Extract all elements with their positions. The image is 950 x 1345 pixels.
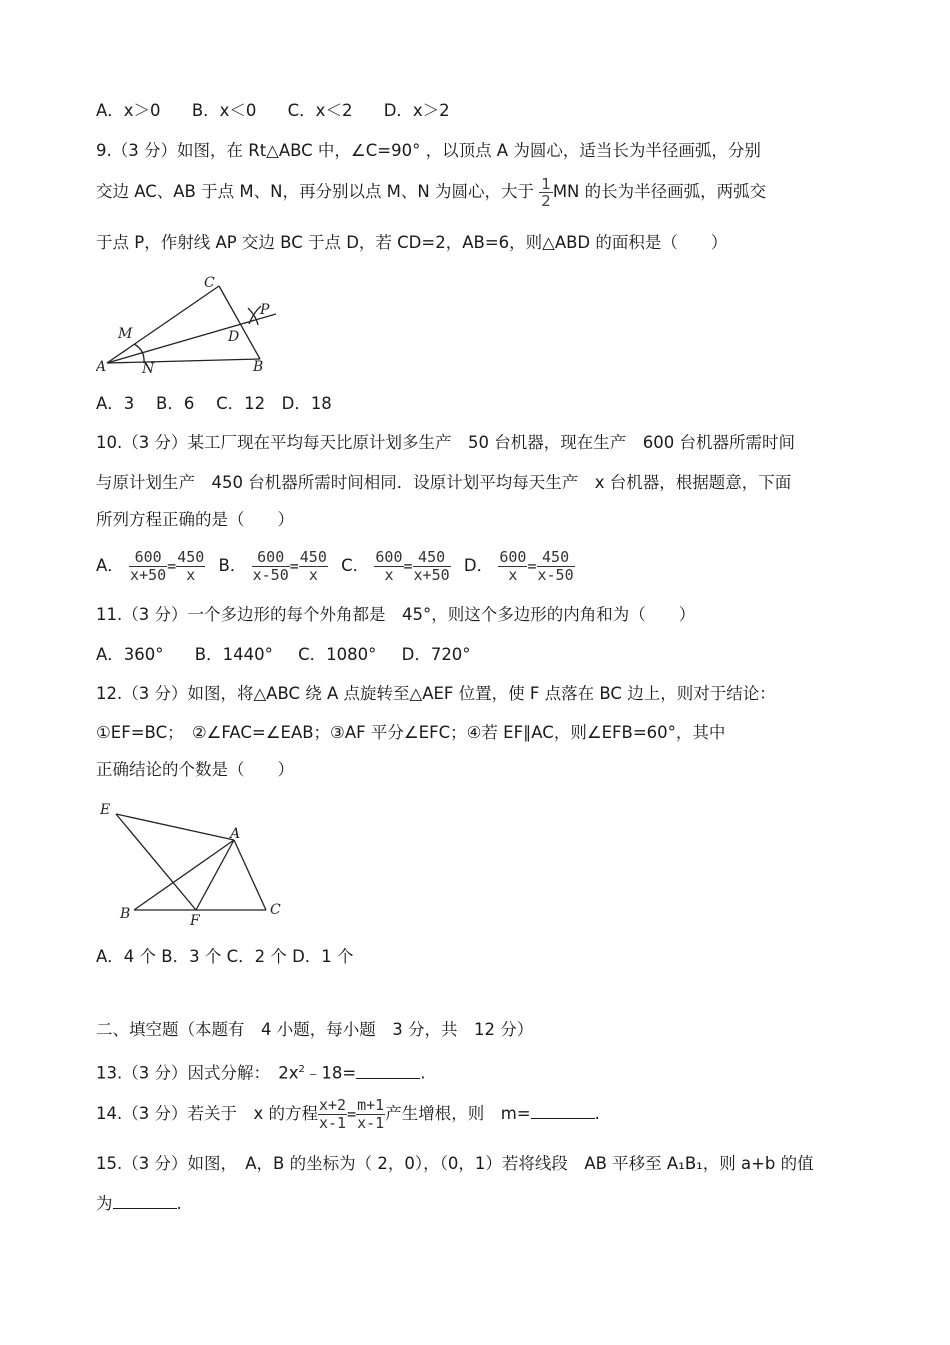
one-half-fraction [539, 176, 553, 209]
q10-option-c [341, 548, 456, 584]
q13-text: 13.（3 分）因式分解： 2x [96, 1063, 299, 1083]
q9-line-3: 于点 P，作射线 AP 交边 BC 于点 D，若 CD=2，AB=6，则△ABD 的面积是（ ） [96, 233, 728, 252]
equals-sign: = [347, 1105, 357, 1123]
fraction [176, 549, 205, 584]
q9-line-2a: 交边 AC、AB 于点 M、N，再分别以点 M、N 为圆心，大于 [96, 182, 535, 201]
fraction [129, 549, 167, 584]
option-label: D． [463, 556, 494, 575]
q11-option-c: C．1080° [298, 645, 377, 664]
period: . [176, 1194, 182, 1213]
q8-option-c: C．x＜2 [287, 101, 353, 120]
denominator: x-50 [252, 566, 289, 584]
q11-options [96, 644, 471, 666]
q9-line-2b: MN 的长为半径画弧，两弧交 [552, 182, 767, 201]
numerator: 450 [299, 548, 327, 566]
numerator: 600 [499, 548, 527, 566]
label-c: C [270, 902, 281, 918]
q9-line-2 [96, 176, 766, 209]
q11-option-b: B．1440° [194, 645, 273, 664]
q15-text: 为 [96, 1194, 113, 1213]
fraction [299, 549, 328, 584]
q9-figure [96, 270, 286, 380]
denominator: x-1 [357, 1114, 385, 1132]
q15-line-2 [96, 1193, 182, 1215]
equals-sign: = [403, 557, 413, 575]
numerator: 450 [177, 548, 205, 566]
exponent: 2 [298, 1064, 305, 1075]
denominator: x-1 [319, 1114, 347, 1132]
equals-sign: = [289, 557, 299, 575]
fraction [498, 549, 527, 584]
numerator: 450 [537, 549, 575, 567]
q12-figure [96, 796, 296, 926]
q10-option-b [218, 548, 334, 584]
numerator: 600 [375, 548, 403, 566]
denominator: x [186, 566, 196, 584]
q8-options [96, 100, 450, 122]
segment-ac [107, 286, 219, 363]
denominator: x [384, 566, 394, 584]
fraction [356, 1097, 385, 1132]
denominator: x [508, 566, 518, 584]
label-a: A [96, 359, 107, 375]
q8-option-d: D．x＞2 [383, 101, 450, 120]
q11-option-a: A．360° [96, 645, 164, 664]
q12-line-2: ①EF=BC； ②∠FAC=∠EAB；③AF 平分∠EFC；④若 EF∥AC，则∠EFB=60°，其中 [96, 723, 726, 742]
equals-sign: = [167, 557, 177, 575]
section-2-heading: 二、填空题（本题有 4 小题，每小题 3 分，共 12 分） [96, 1020, 534, 1039]
q12-line-3: 正确结论的个数是（ ） [96, 760, 294, 779]
q10-line-2: 与原计划生产 450 台机器所需时间相同．设原计划平均每天生产 x 台机器，根据题意，下面 [96, 473, 792, 492]
answer-blank[interactable] [356, 1063, 420, 1079]
label-b: B [253, 359, 264, 375]
label-a: A [230, 826, 241, 842]
segment-ac [234, 840, 266, 910]
q8-option-a: A．x＞0 [96, 101, 161, 120]
label-p: P [260, 302, 270, 318]
label-c: C [204, 275, 215, 291]
q9-line-1: 9.（3 分）如图，在 Rt△ABC 中，∠C=90° ，以顶点 A 为圆心，适当长为半径画弧，分别 [96, 141, 761, 160]
numerator: 600 [129, 549, 167, 567]
option-label: A． [96, 556, 124, 575]
q12-line-1: 12.（3 分）如图，将△ABC 绕 A 点旋转至△AEF 位置，使 F 点落在 BC 边上，则对于结论： [96, 684, 776, 703]
denominator: x-50 [537, 566, 574, 584]
label-f: F [190, 913, 200, 926]
numerator: 450 [413, 549, 451, 567]
q11-option-d: D．720° [401, 645, 471, 664]
denominator: x+50 [130, 566, 167, 584]
option-label: C． [341, 556, 370, 575]
option-label: B． [218, 556, 247, 575]
q10-option-a [96, 548, 211, 584]
label-e: E [100, 802, 111, 818]
denominator: x [308, 566, 318, 584]
q12-options: A．4 个 B．3 个 C．2 个 D．1 个 [96, 947, 354, 966]
q13-tail: ﹣18= [304, 1063, 357, 1083]
q14-line [96, 1094, 600, 1134]
numerator: 600 [252, 549, 290, 567]
period: . [594, 1104, 600, 1123]
segment-ab [107, 359, 260, 363]
period: . [420, 1063, 426, 1083]
q10-line-3: 所列方程正确的是（ ） [96, 510, 294, 529]
answer-blank[interactable] [531, 1103, 595, 1119]
label-d: D [228, 329, 240, 345]
denominator: x+50 [413, 566, 450, 584]
fraction [318, 1097, 347, 1132]
half-numerator: 1 [541, 175, 551, 193]
q9-options: A．3 B．6 C．12 D．18 [96, 394, 332, 413]
numerator: x+2 [319, 1096, 347, 1114]
fraction [537, 549, 575, 584]
half-denominator: 2 [541, 192, 551, 210]
answer-blank[interactable] [113, 1193, 177, 1209]
segment-af [196, 840, 234, 910]
q11-line-1: 11.（3 分）一个多边形的每个外角都是 45°，则这个多边形的内角和为（ ） [96, 605, 696, 624]
label-m: M [118, 326, 133, 342]
fraction [252, 549, 290, 584]
q10-line-1: 10.（3 分）某工厂现在平均每天比原计划多生产 50 台机器，现在生产 600 台机器所需时间 [96, 433, 795, 452]
q10-option-d [463, 548, 575, 584]
q14-text: 14.（3 分）若关于 x 的方程 [96, 1104, 318, 1123]
equals-sign: = [527, 557, 537, 575]
numerator: m+1 [357, 1096, 385, 1114]
q14-tail: 产生增根，则 m= [385, 1104, 531, 1123]
segment-bc [219, 286, 260, 359]
segment-ab [134, 840, 234, 910]
q8-option-b: B．x＜0 [191, 101, 257, 120]
q15-line-1: 15.（3 分）如图， A，B 的坐标为（ 2，0），（0，1）若将线段 AB 平移至 A₁B₁，则 a+b 的值 [96, 1154, 814, 1173]
q10-options [96, 546, 575, 586]
label-n: N [142, 361, 155, 377]
q13-line [96, 1059, 425, 1085]
fraction [413, 549, 451, 584]
label-b: B [120, 906, 131, 922]
fraction [374, 549, 403, 584]
